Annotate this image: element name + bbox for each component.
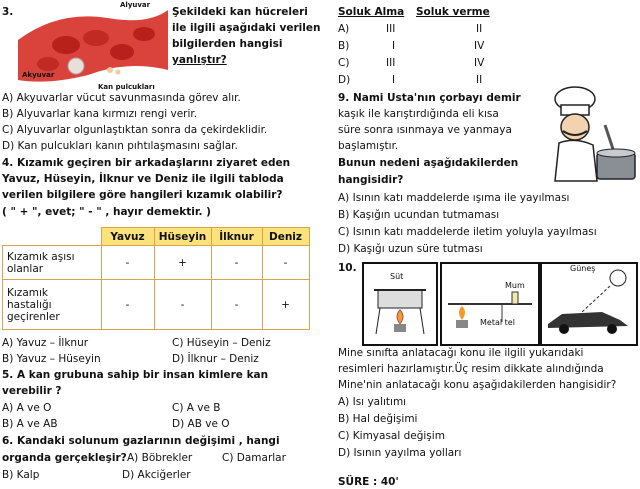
label-metal-tel: Metal tel — [480, 318, 515, 327]
table-cell: + — [262, 280, 309, 330]
label-alyuvar: Alyuvar — [120, 1, 151, 9]
q10-option-d[interactable]: D) Isının yayılma yolları — [338, 447, 462, 459]
table-cell: - — [211, 246, 262, 280]
q9-stem-1: 9. Nami Usta'nın çorbayı demir — [338, 92, 521, 104]
q4-option-b[interactable]: B) Yavuz – Hüseyin — [2, 353, 101, 365]
label-akyuvar: Akyuvar — [22, 71, 55, 79]
label-kan-pulcuklari: Kan pulcukları — [98, 83, 155, 91]
breath-header-exhale: Soluk verme — [416, 6, 490, 18]
q3-stem-1: Şekildeki kan hücreleri — [172, 6, 308, 18]
breath-option-a-exhale: II — [476, 23, 483, 35]
q4-stem-4: ( " + ", evet; " - " , hayır demektir. ) — [2, 206, 211, 218]
q5-option-c[interactable]: C) A ve B — [172, 402, 221, 414]
table-cell: + — [154, 246, 211, 280]
q6-stem-1: 6. Kandaki solunum gazlarının değişimi , hangi — [2, 435, 280, 447]
q3-option-c[interactable]: C) Alyuvarlar olgunlaştıktan sonra da çekirdeklidir. — [2, 124, 268, 136]
q10-option-b[interactable]: B) Hal değişimi — [338, 413, 418, 425]
q3-option-d[interactable]: D) Kan pulcukları kanın pıhtılaşmasını sağlar. — [2, 140, 238, 152]
q3-number: 3. — [2, 6, 14, 18]
q6-option-b[interactable]: B) Kalp — [2, 469, 40, 481]
table-corner — [3, 228, 102, 246]
q5-stem-1: 5. A kan grubuna sahip bir insan kimlere kan — [2, 369, 269, 381]
q3-stem-3: bilgilerden hangisi — [172, 38, 283, 50]
q3-stem-4: yanlıştır? — [172, 54, 227, 66]
breath-option-c-inhale: III — [386, 57, 396, 69]
q10-stem-3: Mine'nin anlatacağı konu aşağıdakilerden hangisidir? — [338, 379, 617, 391]
table-cell: - — [154, 280, 211, 330]
q4-stem-3: verilen bilgilere göre hangileri kızamık olabilir? — [2, 189, 283, 201]
q9-stem-6: hangisidir? — [338, 174, 404, 186]
q5-stem-2: verebilir ? — [2, 385, 62, 397]
table-row — [3, 246, 310, 280]
q4-option-d[interactable]: D) İlknur – Deniz — [172, 353, 259, 365]
picture-sun-car — [540, 262, 638, 346]
label-gunes: Güneş — [570, 264, 596, 273]
q10-number: 10. — [338, 262, 357, 274]
table-cell: - — [211, 280, 262, 330]
table-cell: - — [262, 246, 309, 280]
q3-option-b[interactable]: B) Alyuvarlar kana kırmızı rengi verir. — [2, 108, 198, 120]
label-sut: Süt — [390, 272, 404, 281]
table-row-label: Kızamık aşısı olanlar — [3, 246, 102, 280]
breath-option-a-label[interactable]: A) — [338, 23, 350, 35]
breath-option-c-exhale: IV — [474, 57, 485, 69]
breath-option-a-inhale: III — [386, 23, 396, 35]
q3-stem-2: ile ilgili aşağıdaki verilen — [172, 22, 321, 34]
q4-stem-1: 4. Kızamık geçiren bir arkadaşlarını ziyaret eden — [2, 157, 291, 169]
q5-option-b[interactable]: B) A ve AB — [2, 418, 58, 430]
q9-stem-4: başlamıştır. — [338, 140, 399, 152]
breath-option-b-exhale: IV — [474, 40, 485, 52]
q10-stem-2: resimleri hazırlamıştır.Üç resim dikkate alındığında — [338, 363, 604, 375]
footer-duration: SÜRE : 40' — [338, 476, 399, 488]
breath-option-d-label[interactable]: D) — [338, 74, 351, 86]
table-row — [3, 280, 310, 330]
q10-option-a[interactable]: A) Isı yalıtımı — [338, 396, 407, 408]
q10-stem-1: Mine sınıfta anlatacağı konu ile ilgili yukarıdaki — [338, 347, 584, 359]
q10-option-c[interactable]: C) Kimyasal değişim — [338, 430, 445, 442]
sun-car-icon — [542, 264, 636, 344]
table-header-deniz: Deniz — [262, 228, 309, 246]
label-mum: Mum — [505, 281, 525, 290]
q9-option-d[interactable]: D) Kaşığı uzun süre tutması — [338, 243, 483, 255]
q6-option-d[interactable]: D) Akciğerler — [122, 469, 191, 481]
chef-illustration — [545, 85, 637, 185]
candle-wire-icon — [442, 264, 538, 344]
q6-option-a[interactable]: A) Böbrekler — [127, 452, 193, 464]
table-cell: - — [101, 280, 154, 330]
table-header-huseyin: Hüseyin — [154, 228, 211, 246]
table-header-ilknur: İlknur — [211, 228, 262, 246]
q9-option-a[interactable]: A) Isının katı maddelerde ışıma ile yayılması — [338, 192, 570, 204]
breath-option-b-label[interactable]: B) — [338, 40, 350, 52]
breath-header-inhale: Soluk Alma — [338, 6, 405, 18]
q5-option-d[interactable]: D) AB ve O — [172, 418, 230, 430]
q4-stem-2: Yavuz, Hüseyin, İlknur ve Deniz ile ilgili tabloda — [2, 173, 284, 185]
picture-metal-wire — [440, 262, 540, 346]
q9-stem-2: kaşık ile karıştırdığında eli kısa — [338, 108, 499, 120]
q4-table — [2, 227, 310, 330]
q9-option-c[interactable]: C) Isının katı maddelerde iletim yoluyla yayılması — [338, 226, 597, 238]
table-cell: - — [101, 246, 154, 280]
table-row-label: Kızamık hastalığı geçirenler — [3, 280, 102, 330]
table-header-yavuz: Yavuz — [101, 228, 154, 246]
q4-option-a[interactable]: A) Yavuz – İlknur — [2, 337, 89, 349]
q9-stem-5: Bunun nedeni aşağıdakilerden — [338, 157, 519, 169]
q9-option-b[interactable]: B) Kaşığın ucundan tutmaması — [338, 209, 500, 221]
breath-option-d-exhale: II — [476, 74, 483, 86]
q6-option-c[interactable]: C) Damarlar — [222, 452, 286, 464]
q4-option-c[interactable]: C) Hüseyin – Deniz — [172, 337, 271, 349]
breath-option-b-inhale: I — [392, 40, 396, 52]
q9-stem-3: süre sonra ısınmaya ve yanmaya — [338, 124, 512, 136]
breath-option-c-label[interactable]: C) — [338, 57, 350, 69]
breath-option-d-inhale: I — [392, 74, 396, 86]
q3-option-a[interactable]: A) Akyuvarlar vücut savunmasında görev alır. — [2, 92, 241, 104]
q6-stem-2: organda gerçekleşir? — [2, 452, 127, 464]
q5-option-a[interactable]: A) A ve O — [2, 402, 52, 414]
